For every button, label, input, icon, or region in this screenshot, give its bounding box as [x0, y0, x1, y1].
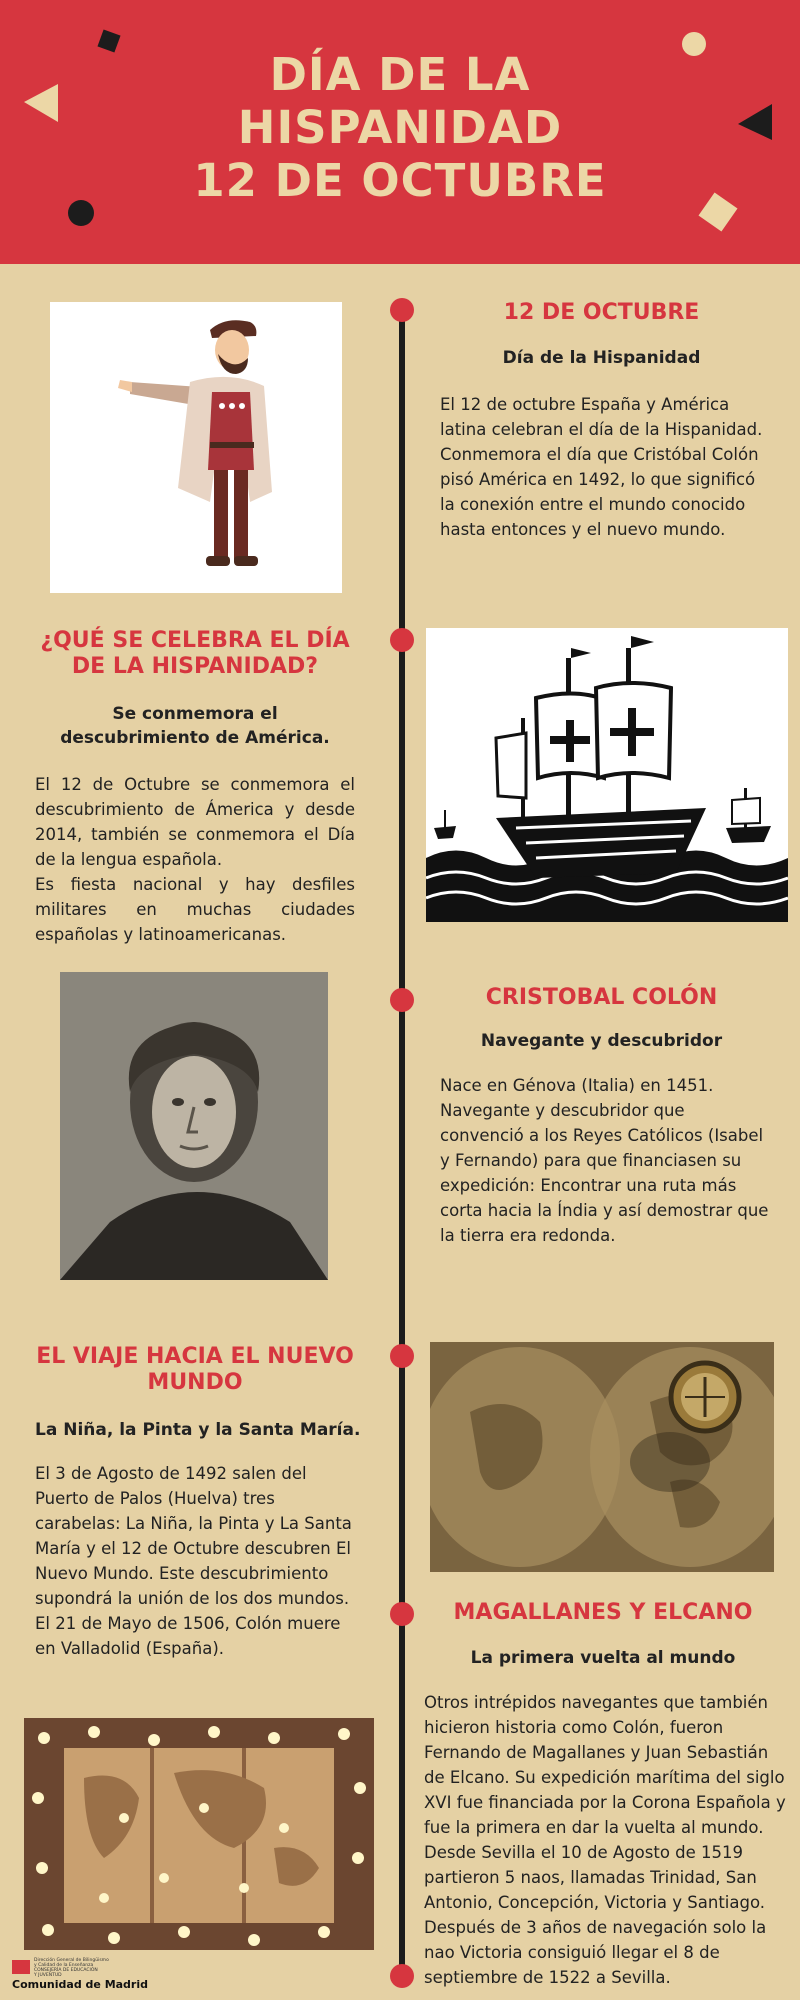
section-body: [35, 1461, 355, 1661]
title-line: EL VIAJE HACIA EL NUEVO: [36, 1344, 354, 1369]
columbus-illustration: [50, 302, 342, 593]
section-body: [424, 1690, 786, 1990]
section-title: [10, 628, 380, 680]
body-paragraph: Nace en Génova (Italia) en 1451. Navegante y descubridor que convenció a los Reyes Católicos (Isabel y Fernando) para que financiasen su expedición: Encontrar una ruta más corta hacia la Índia y así demostrar que la tierra era redonda.: [440, 1076, 769, 1245]
section-subtitle: La Niña, la Pinta y la Santa María.: [35, 1420, 361, 1440]
timeline-dot: [390, 988, 414, 1012]
timeline-dot: [390, 1964, 414, 1988]
timeline-line: [399, 310, 405, 1980]
madrid-flag-icon: [12, 1960, 30, 1974]
body-paragraph: Otros intrépidos navegantes que también hicieron historia como Colón, fueron Fernando de Magallanes y Juan Sebastián de Elcano. Su expedición marítima del siglo XVI fue financiada por la Corona Española y fue la primera en dar la vuelta al mundo. Desde Sevilla el 10 de Agosto de 1519 partieron 5 naos, llamadas Trinidad, San Antonio, Concepción, Victoria y Santiago. Después de 3 años de navegación solo la nao Victoria consiguió llegar el 8 de septiembre de 1522 a Sevilla.: [424, 1693, 786, 1987]
logo-line: Y JUVENTUD: [34, 1973, 62, 1978]
header-banner: [0, 0, 800, 264]
title-line: 12 DE OCTUBRE: [193, 154, 607, 207]
section-subtitle: Navegante y descubridor: [480, 1031, 723, 1051]
section-subtitle: Día de la Hispanidad: [502, 348, 701, 368]
logo-line: CONSEJERÍA DE EDUCACIÓN: [34, 1968, 98, 1973]
page-title: [0, 48, 800, 207]
title-line: DE LA HISPANIDAD?: [71, 654, 319, 679]
subtitle-line: descubrimiento de América.: [60, 728, 330, 748]
section-body: [35, 772, 355, 947]
body-paragraph: El 3 de Agosto de 1492 salen del Puerto de Palos (Huelva) tres carabelas: La Niña, la Pinta y La Santa María y el 12 de Octubre descubren El Nuevo Mundo. Este descubrimiento supondrá la unión de los dos mundos. El 21 de Mayo de 1506, Colón muere en Valladolid (España).: [35, 1464, 352, 1658]
section-subtitle: [10, 702, 380, 750]
subtitle-line: Se conmemora el: [112, 704, 278, 724]
timeline-dot: [390, 298, 414, 322]
body-paragraph: Es fiesta nacional y hay desfiles militares en muchas ciudades españolas y latinoamericanas.: [35, 875, 355, 944]
world-map-lights-image: [24, 1718, 374, 1950]
caravel-ship-illustration: [426, 628, 788, 922]
logo-line: Dirección General de Bilingüismo: [34, 1958, 109, 1963]
body-paragraph: El 12 de octubre España y América latina celebran el día de la Hispanidad. Conmemora el día que Cristóbal Colón pisó América en 1492, lo que significó la conexión entre el mundo conocido hasta entonces y el nuevo mundo.: [440, 395, 763, 539]
section-subtitle: La primera vuelta al mundo: [470, 1648, 736, 1668]
body-paragraph: El 12 de Octubre se conmemora el descubrimiento de Ámerica y desde 2014, también se conmemora el Día de la lengua española.: [35, 775, 355, 869]
timeline-dot: [390, 628, 414, 652]
section-body: [440, 392, 770, 542]
timeline-dot: [390, 1344, 414, 1368]
title-line: MUNDO: [147, 1370, 243, 1395]
section-body: [440, 1073, 770, 1248]
title-line: HISPANIDAD: [237, 101, 563, 154]
section-title: CRISTOBAL COLÓN: [485, 985, 718, 1010]
columbus-portrait: [60, 972, 328, 1280]
comunidad-madrid-logo: [12, 1958, 162, 1994]
old-map-compass-image: [430, 1342, 774, 1572]
section-title: [10, 1344, 380, 1396]
logo-department: [34, 1958, 144, 1978]
section-title: 12 DE OCTUBRE: [503, 300, 700, 325]
section-title: MAGALLANES Y ELCANO: [453, 1600, 753, 1625]
logo-line: y Calidad de la Enseñanza: [34, 1963, 94, 1968]
title-line: DÍA DE LA: [269, 48, 531, 101]
logo-name: Comunidad de Madrid: [12, 1978, 149, 1991]
title-line: ¿QUÉ SE CELEBRA EL DÍA: [40, 628, 350, 653]
timeline-dot: [390, 1602, 414, 1626]
